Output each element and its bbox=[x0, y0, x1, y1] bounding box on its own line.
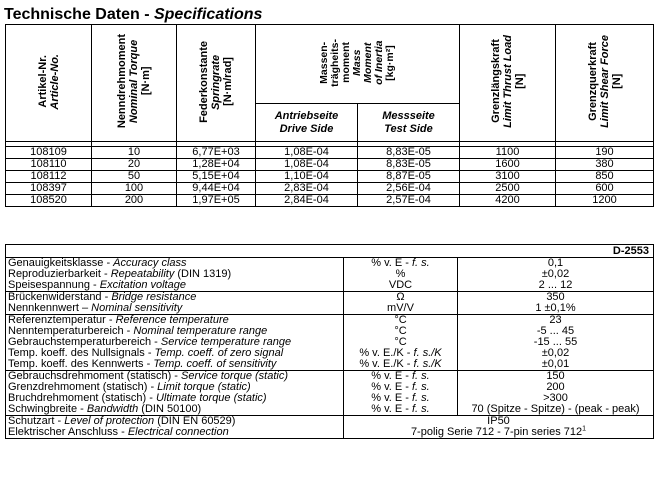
spec-value: ±0,01 bbox=[458, 359, 654, 371]
spec-unit: % v. E - f. s. bbox=[344, 404, 458, 416]
header-limit-thrust-load: Grenzlängskraft Limit Thrust Load [N] bbox=[460, 25, 556, 142]
spec-value: ±0,02 bbox=[458, 269, 654, 280]
spec-unit: % v. E - f. s. bbox=[344, 393, 458, 404]
header-mass-moment-of-inertia: Massen- trägheits- moment Mass Moment of Inertia [kg·m²] bbox=[256, 25, 460, 104]
table-row bbox=[6, 195, 654, 207]
spec-row bbox=[6, 427, 654, 439]
spec-value: 200 bbox=[458, 382, 654, 393]
cell-torque: 10 bbox=[92, 147, 177, 159]
cell-drive: 1,10E-04 bbox=[256, 171, 358, 183]
cell-torque: 200 bbox=[92, 195, 177, 207]
spec-unit: mV/V bbox=[344, 303, 458, 315]
page-title bbox=[4, 6, 262, 24]
general-specs-table bbox=[5, 244, 654, 439]
spec-label: Temp. koeff. des Nullsignals - Temp. coeff. of zero signal bbox=[6, 348, 344, 359]
cell-test: 8,83E-05 bbox=[358, 147, 460, 159]
spec-row bbox=[6, 359, 654, 371]
spec-value: -15 ... 55 bbox=[458, 337, 654, 348]
spec-unit: % v. E./K - f. s./K bbox=[344, 348, 458, 359]
spec-label: Gebrauchsdrehmoment (statisch) - Service torque (static) bbox=[6, 371, 344, 383]
cell-torque: 100 bbox=[92, 183, 177, 195]
spec-value: 150 bbox=[458, 371, 654, 383]
spec-label: Schwingbreite - Bandwidth (DIN 50100) bbox=[6, 404, 344, 416]
spec-unit: % v. E./K - f. s./K bbox=[344, 359, 458, 371]
spec-unit: °C bbox=[344, 315, 458, 327]
cell-thrust: 1100 bbox=[460, 147, 556, 159]
spec-value: >300 bbox=[458, 393, 654, 404]
spec-label: Referenztemperatur - Reference temperature bbox=[6, 315, 344, 327]
spec-unit: % bbox=[344, 269, 458, 280]
spec-label: Grenzdrehmoment (statisch) - Limit torque (static) bbox=[6, 382, 344, 393]
spec-label: Elektrischer Anschluss - Electrical connection bbox=[6, 427, 344, 439]
spec-row bbox=[6, 303, 654, 315]
cell-shear: 190 bbox=[556, 147, 654, 159]
cell-thrust: 3100 bbox=[460, 171, 556, 183]
cell-article: 108112 bbox=[6, 171, 92, 183]
spec-value: 0,1 bbox=[458, 258, 654, 270]
cell-spring: 1,97E+05 bbox=[177, 195, 256, 207]
cell-torque: 50 bbox=[92, 171, 177, 183]
table-row bbox=[6, 159, 654, 171]
cell-test: 2,56E-04 bbox=[358, 183, 460, 195]
cell-spring: 5,15E+04 bbox=[177, 171, 256, 183]
cell-torque: 20 bbox=[92, 159, 177, 171]
spec-label: Gebrauchstemperaturbereich - Service temperature range bbox=[6, 337, 344, 348]
spec-value: 7-polig Serie 712 - 7-pin series $712^1$ bbox=[344, 427, 654, 439]
cell-test: 8,83E-05 bbox=[358, 159, 460, 171]
spec-unit: Ω bbox=[344, 292, 458, 304]
cell-thrust: 2500 bbox=[460, 183, 556, 195]
spec-unit: °C bbox=[344, 337, 458, 348]
cell-spring: 6,77E+03 bbox=[177, 147, 256, 159]
cell-article: 108397 bbox=[6, 183, 92, 195]
table-row bbox=[6, 171, 654, 183]
spec-label: Bruchdrehmoment (statisch) - Ultimate torque (static) bbox=[6, 393, 344, 404]
header-limit-shear-force: Grenzquerkraft Limit Shear Force [N] bbox=[556, 25, 654, 142]
spec-value: ±0,02 bbox=[458, 348, 654, 359]
cell-shear: 380 bbox=[556, 159, 654, 171]
spec-value: 23 bbox=[458, 315, 654, 327]
specifications-table bbox=[5, 24, 654, 207]
spec-value: 1 ±0,1% bbox=[458, 303, 654, 315]
cell-shear: 850 bbox=[556, 171, 654, 183]
spec-label: Temp. koeff. des Kennwerts - Temp. coeff. of sensitivity bbox=[6, 359, 344, 371]
spec-value: 2 ... 12 bbox=[458, 280, 654, 292]
spec-unit: % v. E - f. s. bbox=[344, 258, 458, 270]
spec-unit: VDC bbox=[344, 280, 458, 292]
spec-label: Nenntemperaturbereich - Nominal temperature range bbox=[6, 326, 344, 337]
cell-shear: 1200 bbox=[556, 195, 654, 207]
header-drive-side: Antriebseite Drive Side bbox=[256, 104, 358, 142]
cell-drive: 1,08E-04 bbox=[256, 147, 358, 159]
document-code: D-2553 bbox=[6, 245, 654, 258]
cell-test: 2,57E-04 bbox=[358, 195, 460, 207]
cell-article: 108520 bbox=[6, 195, 92, 207]
spec-value: -5 ... 45 bbox=[458, 326, 654, 337]
header-springrate: Federkonstante Springrate [N·m/rad] bbox=[177, 25, 256, 142]
spec-unit: % v. E - f. s. bbox=[344, 371, 458, 383]
cell-test: 8,87E-05 bbox=[358, 171, 460, 183]
cell-drive: 1,08E-04 bbox=[256, 159, 358, 171]
title-en: Specifications bbox=[153, 6, 263, 23]
spec-label: Reproduzierbarkeit - Repeatability (DIN 1319) bbox=[6, 269, 344, 280]
spec-label: Schutzart - Level of protection (DIN EN 60529) bbox=[6, 416, 344, 428]
spec-row bbox=[6, 280, 654, 292]
spec-label: Nennkennwert – Nominal sensitivity bbox=[6, 303, 344, 315]
spec-label: Speisespannung - Excitation voltage bbox=[6, 280, 344, 292]
header-nominal-torque: Nenndrehmoment Nominal Torque [N·m] bbox=[92, 25, 177, 142]
spec-row bbox=[6, 404, 654, 416]
cell-shear: 600 bbox=[556, 183, 654, 195]
spec-value: 350 bbox=[458, 292, 654, 304]
spec-unit: °C bbox=[344, 326, 458, 337]
cell-article: 108110 bbox=[6, 159, 92, 171]
header-article: Artikel-Nr. Article-No. bbox=[6, 25, 92, 142]
cell-spring: 1,28E+04 bbox=[177, 159, 256, 171]
header-test-side: Messseite Test Side bbox=[358, 104, 460, 142]
spec-label: Genauigkeitsklasse - Accuracy class bbox=[6, 258, 344, 270]
title-separator: - bbox=[139, 6, 154, 23]
cell-thrust: 1600 bbox=[460, 159, 556, 171]
title-de: Technische Daten bbox=[4, 6, 140, 23]
cell-thrust: 4200 bbox=[460, 195, 556, 207]
spec-label: Brückenwiderstand - Bridge resistance bbox=[6, 292, 344, 304]
table-row bbox=[6, 183, 654, 195]
table-row bbox=[6, 147, 654, 159]
spec-value: IP50 bbox=[344, 416, 654, 428]
cell-spring: 9,44E+04 bbox=[177, 183, 256, 195]
cell-drive: 2,84E-04 bbox=[256, 195, 358, 207]
cell-drive: 2,83E-04 bbox=[256, 183, 358, 195]
cell-article: 108109 bbox=[6, 147, 92, 159]
spec-value: 70 (Spitze - Spitze) - (peak - peak) bbox=[458, 404, 654, 416]
spec-unit: % v. E - f. s. bbox=[344, 382, 458, 393]
